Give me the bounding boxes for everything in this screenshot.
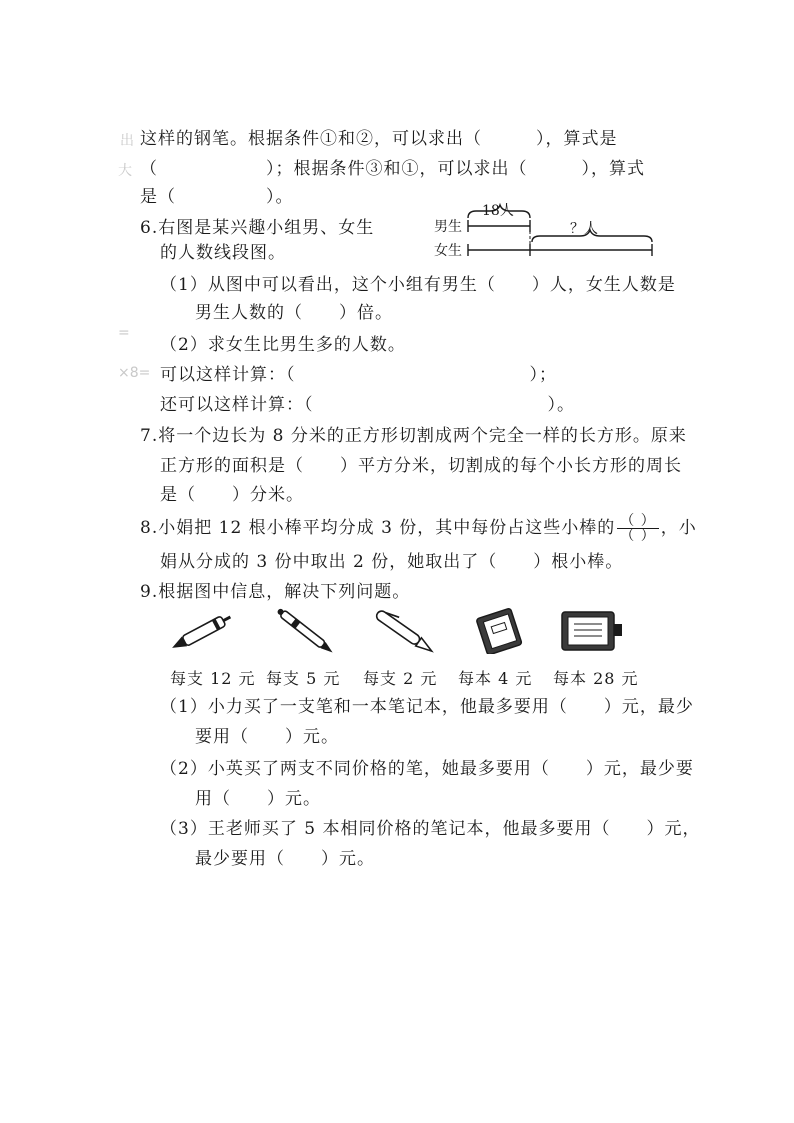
bleed-through-mark: 出 xyxy=(120,133,134,149)
q9-2-line-2: 用（ ）元。 xyxy=(195,789,321,809)
bleed-through-mark: ×8= xyxy=(118,365,151,381)
fountain-pen-icon xyxy=(160,608,250,654)
notebook-icon xyxy=(456,608,546,654)
boy-brace xyxy=(468,205,530,218)
ballpoint-pen-icon xyxy=(260,608,350,654)
fraction-blank xyxy=(617,514,658,543)
pen-icon xyxy=(358,608,448,654)
q7-line-2: 正方形的面积是（ ）平方分米，切割成的每个小长方形的周长 xyxy=(160,456,682,476)
q8-line-1 xyxy=(140,514,697,543)
q9-2-line-1: （2）小英买了两支不同价格的笔，她最多要用（ ）元，最少要 xyxy=(160,759,694,779)
q6-stem-2: 的人数线段图。 xyxy=(160,243,286,263)
segment-diagram xyxy=(430,200,660,264)
q6-2-method-2: 还可以这样计算：（ ）。 xyxy=(160,395,575,415)
segment-lines xyxy=(430,200,660,264)
fraction-numerator: （ ） xyxy=(617,514,658,529)
q9-3-line-1: （3）王老师买了 5 本相同价格的笔记本，他最多要用（ ）元， xyxy=(160,819,701,839)
bleed-through-mark: 大 xyxy=(118,163,132,179)
q8-text: 8.小娟把 12 根小棒平均分成 3 份，其中每份占这些小棒的 xyxy=(140,518,616,538)
q7-line-3: 是（ ）分米。 xyxy=(160,485,304,505)
fraction-denominator: （ ） xyxy=(620,528,656,544)
q9-1-line-1: （1）小力买了一支笔和一本笔记本，他最多要用（ ）元，最少 xyxy=(160,697,694,717)
price-fountain-pen: 每支 12 元 xyxy=(170,669,256,688)
price-pen: 每支 2 元 xyxy=(363,669,438,688)
q6-1-line-2: 男生人数的（ ）倍。 xyxy=(195,303,393,323)
q9-3-line-2: 最少要用（ ）元。 xyxy=(195,849,375,869)
q5-line-2: （ ）；根据条件③和①，可以求出（ ），算式 xyxy=(140,159,645,179)
boy-count-label: 18人 xyxy=(482,203,514,219)
q6-stem-1: 6.右图是某兴趣小组男、女生 xyxy=(140,218,375,238)
price-ballpoint-pen: 每支 5 元 xyxy=(266,669,341,688)
q8-text-end: ，小 xyxy=(660,518,697,538)
boy-label: 男生 xyxy=(434,219,462,235)
girl-extra-brace xyxy=(532,230,652,242)
q5-line-1: 这样的钢笔。根据条件①和②，可以求出（ ），算式是 xyxy=(140,129,618,149)
q8-line-2: 娟从分成的 3 份中取出 2 份，她取出了（ ）根小棒。 xyxy=(160,552,624,572)
girl-label: 女生 xyxy=(434,243,462,259)
girl-unknown-label: ？人 xyxy=(570,221,598,237)
q9-stem: 9.根据图中信息，解决下列问题。 xyxy=(140,582,411,602)
binder-notebook-icon xyxy=(552,608,642,654)
price-binder-notebook: 每本 28 元 xyxy=(553,669,639,688)
bleed-through-mark: = xyxy=(118,325,130,341)
q6-1-line-1: （1）从图中可以看出，这个小组有男生（ ）人，女生人数是 xyxy=(160,275,676,295)
q7-line-1: 7.将一个边长为 8 分米的正方形切割成两个完全一样的长方形。原来 xyxy=(140,426,687,446)
q5-line-3: 是（ ）。 xyxy=(140,187,294,207)
price-notebook: 每本 4 元 xyxy=(458,669,533,688)
q6-2-method-1: 可以这样计算：（ ）； xyxy=(160,365,557,385)
q9-1-line-2: 要用（ ）元。 xyxy=(195,727,339,747)
q6-2-line: （2）求女生比男生多的人数。 xyxy=(160,335,406,355)
